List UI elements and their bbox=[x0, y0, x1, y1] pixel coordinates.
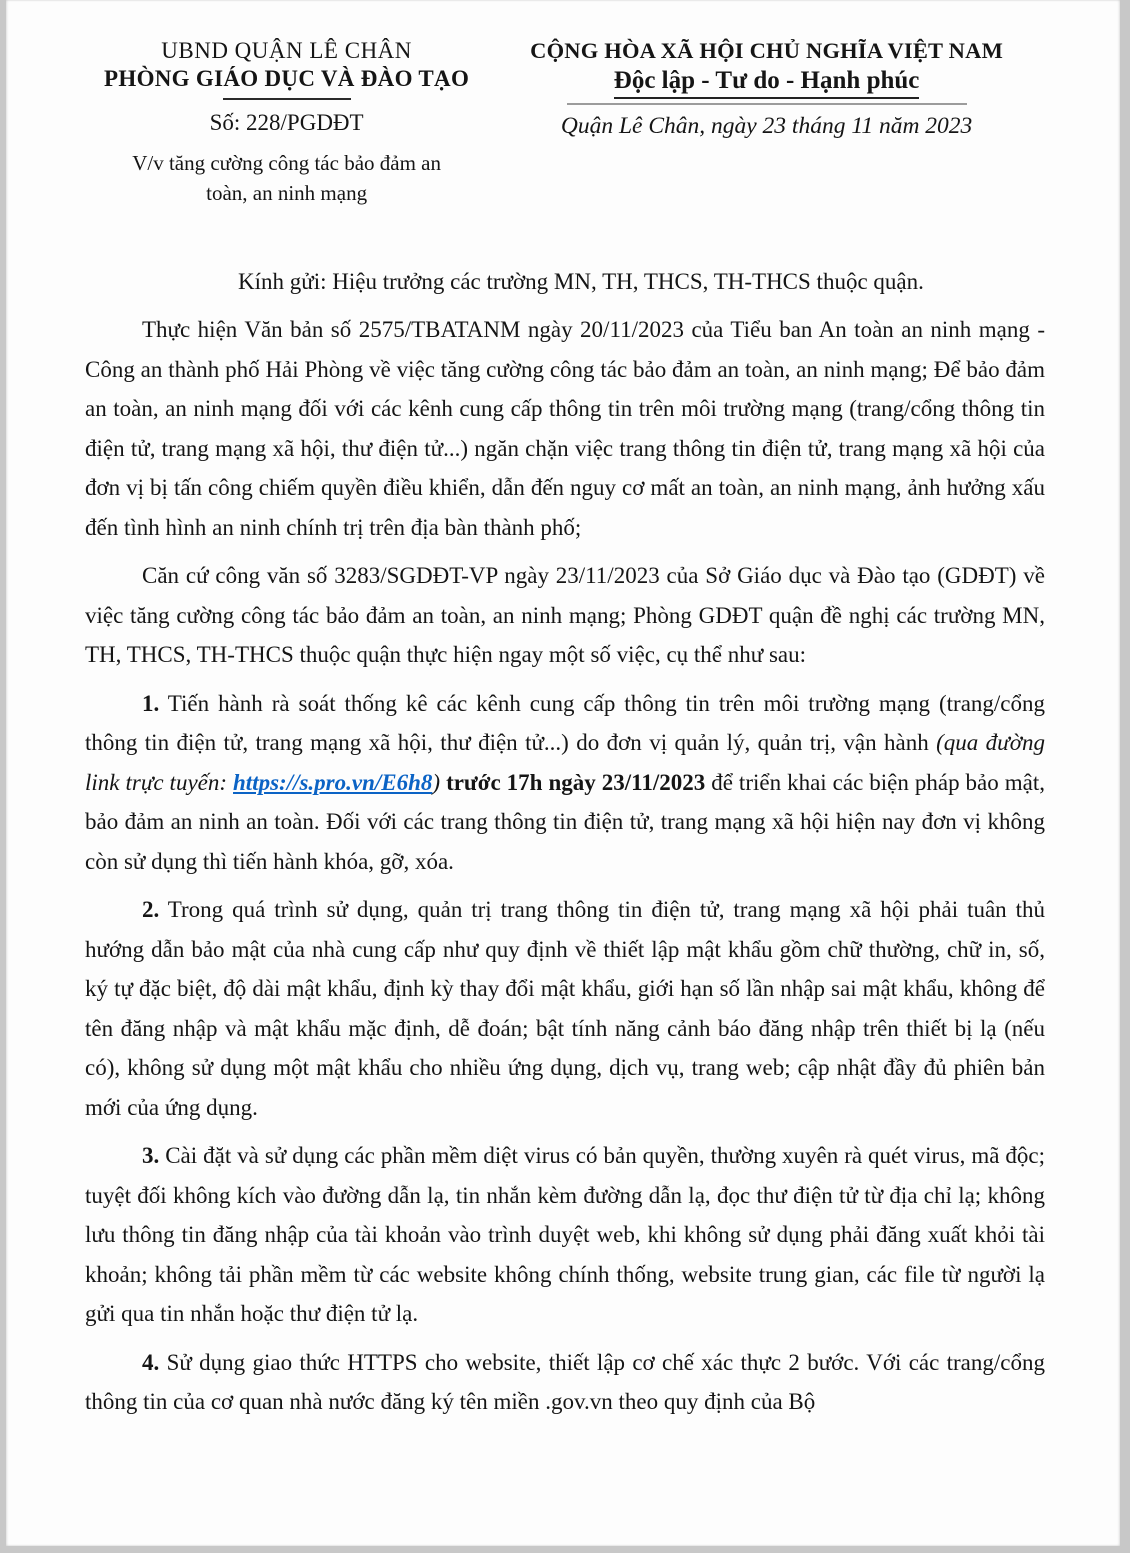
item-1-italic-close: ) bbox=[432, 769, 441, 795]
list-item-4 bbox=[85, 1343, 1045, 1422]
paragraph-basis-1: Thực hiện Văn bản số 2575/TBATANM ngày 20/11/2023 của Tiểu ban An toàn an ninh mạng - Công an thành phố Hải Phòng về việc tăng cường công tác bảo đảm an toàn, an ninh mạng; Để bảo đảm an toàn, an ninh mạng đối với các kênh cung cấp thông tin trên môi trường mạng (trang/cổng thông tin điện tử, trang mạng xã hội, thư điện tử...) ngăn chặn việc trang thông tin điện tử, trang mạng xã hội của đơn vị bị tấn công chiếm quyền điều khiển, dẫn đến nguy cơ mất an toàn, an ninh mạng, ảnh hưởng xấu đến tình hình an ninh chính trị trên địa bàn thành phố; bbox=[85, 317, 1045, 540]
item-3-text: Cài đặt và sử dụng các phần mềm diệt virus có bản quyền, thường xuyên rà quét virus, mã độc; tuyệt đối không kích vào đường dẫn lạ, tin nhắn kèm đường dẫn lạ, đọc thư điện tử từ địa chỉ lạ; không lưu thông tin đăng nhập của tài khoản vào trình duyệt web, khi không sử dụng phải đăng xuất khỏi tài khoản; không tải phần mềm từ các website không chính thống, website trung gian, các file từ người lạ gửi qua tin nhắn hoặc thư điện tử lạ. bbox=[85, 1143, 1045, 1326]
national-header-block bbox=[488, 38, 1045, 208]
salutation-line: Kính gửi: Hiệu trưởng các trường MN, TH, THCS, TH-THCS thuộc quận. bbox=[238, 269, 924, 294]
item-1-italic-open: (qua đường link trực tuyến: bbox=[85, 730, 1045, 795]
item-1-number: 1. bbox=[142, 690, 160, 716]
document-subject bbox=[85, 148, 488, 208]
subject-line-2: toàn, an ninh mạng bbox=[206, 181, 368, 205]
document-number: Số: 228/PGDĐT bbox=[209, 110, 364, 135]
place-date-line: Quận Lê Chân, ngày 23 tháng 11 năm 2023 bbox=[560, 113, 973, 139]
item-1-text-post: để triển khai các biện pháp bảo mật, bảo đảm an ninh an toàn. Đối với các trang thông tin điện tử, trang mạng xã hội hiện nay đơn vị không còn sử dụng thì tiến hành khóa, gỡ, xóa. bbox=[85, 769, 1045, 874]
paragraph-basis-2: Căn cứ công văn số 3283/SGDĐT-VP ngày 23/11/2023 của Sở Giáo dục và Đào tạo (GDĐT) về việc tăng cường công tác bảo đảm an toàn, an ninh mạng; Phòng GDĐT quận đề nghị các trường MN, TH, THCS, TH-THCS thuộc quận thực hiện ngay một số việc, cụ thể như sau: bbox=[85, 563, 1045, 667]
item-4-number: 4. bbox=[142, 1349, 160, 1375]
department-name: PHÒNG GIÁO DỤC VÀ ĐÀO TẠO bbox=[104, 66, 470, 91]
item-2-text: Trong quá trình sử dụng, quản trị trang thông tin điện tử, trang mạng xã hội phải tuân thủ hướng dẫn bảo mật của nhà cung cấp như quy định về thiết lập mật khẩu gồm chữ thường, chữ in, số, ký tự đặc biệt, độ dài mật khẩu, định kỳ thay đổi mật khẩu, giới hạn số lần nhập sai mật khẩu, không để tên đăng nhập và mật khẩu mặc định, dễ đoán; bật tính năng cảnh báo đăng nhập trên thiết bị lạ (nếu có), không sử dụng một mật khẩu cho nhiều ứng dụng, dịch vụ, trang web; cập nhật đầy đủ phiên bản mới của ứng dụng. bbox=[85, 897, 1045, 1120]
subject-line-1: V/v tăng cường công tác bảo đảm an bbox=[132, 151, 441, 175]
parent-org-name: UBND QUẬN LÊ CHÂN bbox=[161, 38, 412, 63]
item-1-deadline: trước 17h ngày 23/11/2023 bbox=[440, 769, 706, 795]
list-item-2 bbox=[85, 890, 1045, 1127]
item-1-text-pre: Tiến hành rà soát thống kê các kênh cung cấp thông tin trên môi trường mạng (trang/cổng thông tin điện tử, trang mạng xã hội, thư điện tử...) do đơn vị quản lý, quản trị, vận hành bbox=[85, 690, 1045, 755]
header-left-separator-line bbox=[223, 98, 351, 100]
issuing-agency-block bbox=[85, 38, 488, 208]
national-motto: Độc lập - Tư do - Hạnh phúc bbox=[614, 67, 920, 99]
motto-wrap bbox=[488, 67, 1045, 105]
list-item-3 bbox=[85, 1136, 1045, 1334]
item-2-number: 2. bbox=[142, 897, 160, 922]
item-4-text: Sử dụng giao thức HTTPS cho website, thiết lập cơ chế xác thực 2 bước. Với các trang/cổng thông tin của cơ quan nhà nước đăng ký tên miền .gov.vn theo quy định của Bộ bbox=[85, 1349, 1045, 1414]
document-page bbox=[6, 0, 1120, 1546]
online-form-link[interactable]: https://s.pro.vn/E6h8 bbox=[233, 769, 433, 795]
document-header bbox=[85, 38, 1045, 208]
header-right-separator-line bbox=[567, 103, 967, 105]
list-item-1 bbox=[85, 684, 1045, 882]
item-3-number: 3. bbox=[142, 1143, 160, 1168]
country-title: CỘNG HÒA XÃ HỘI CHỦ NGHĨA VIỆT NAM bbox=[530, 38, 1004, 63]
document-body bbox=[85, 262, 1045, 1422]
